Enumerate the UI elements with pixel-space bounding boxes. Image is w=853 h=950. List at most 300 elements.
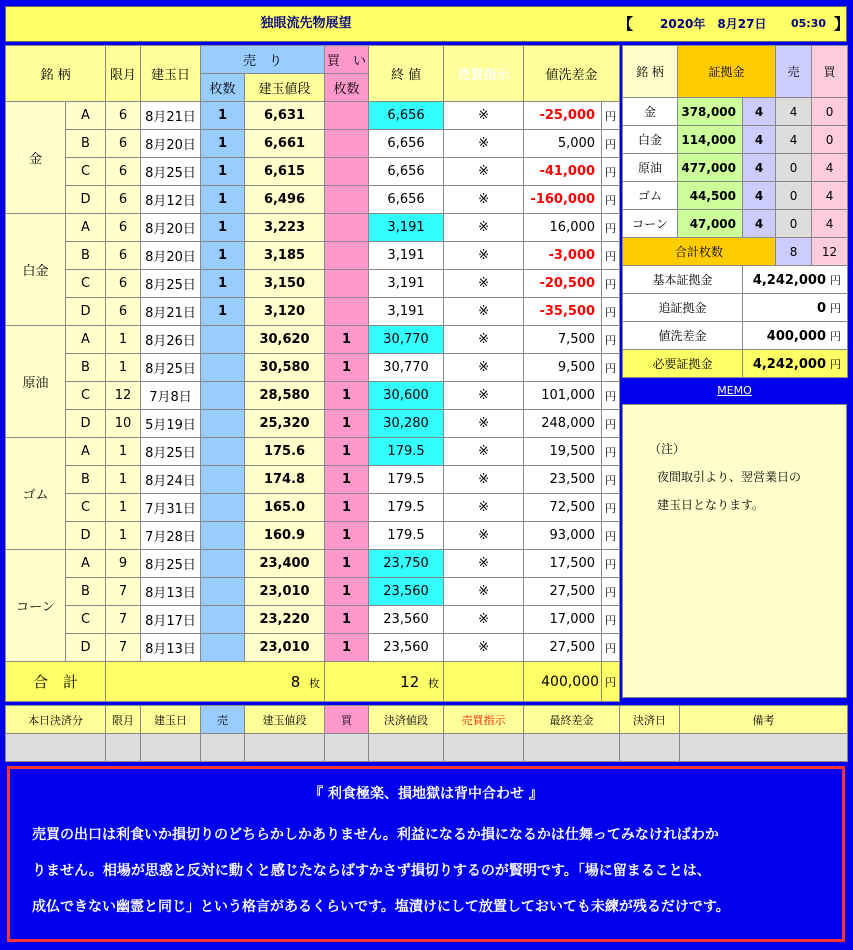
- entry-price: 28,580: [245, 382, 325, 410]
- instruction-mark: ※: [444, 298, 524, 326]
- yen-unit: 円: [602, 214, 620, 242]
- table-row: [6, 130, 620, 158]
- buy-qty: 1: [325, 438, 369, 466]
- memo-title[interactable]: MEMO: [717, 384, 752, 397]
- margin-row: [623, 98, 848, 126]
- settlement-table: [5, 705, 848, 762]
- sell-qty: [201, 578, 245, 606]
- positions-body: [6, 102, 620, 662]
- pnl-value: 23,500: [524, 466, 602, 494]
- totals-sell-unit: 枚: [309, 676, 321, 690]
- table-row: [6, 438, 620, 466]
- settlement-empty-row: [6, 734, 848, 762]
- header-entry-date: 建玉日: [141, 46, 201, 102]
- yen-unit: 円: [602, 606, 620, 634]
- entry-price: 30,580: [245, 354, 325, 382]
- contract-month: 1: [106, 438, 141, 466]
- totals-buy: [325, 662, 444, 702]
- sub-code: A: [66, 102, 106, 130]
- yen-unit: 円: [602, 354, 620, 382]
- sell-qty: [201, 550, 245, 578]
- instruction-mark: ※: [444, 522, 524, 550]
- close-price: 6,656: [369, 130, 444, 158]
- report-date: 2020年 8月27日: [660, 17, 767, 31]
- settle-header-8: 最終差金: [524, 706, 620, 734]
- brand-name: ゴム: [6, 438, 66, 550]
- entry-date: 8月17日: [141, 606, 201, 634]
- margin-header-margin: 証拠金: [678, 46, 776, 98]
- summary-value: [743, 322, 848, 350]
- buy-qty: 1: [325, 494, 369, 522]
- pnl-value: 72,500: [524, 494, 602, 522]
- pnl-value: 9,500: [524, 354, 602, 382]
- yen-unit: 円: [602, 438, 620, 466]
- settle-empty-cell[interactable]: [620, 734, 680, 762]
- buy-qty: [325, 186, 369, 214]
- sub-code: A: [66, 438, 106, 466]
- header-close: 終 値: [369, 46, 444, 102]
- instruction-mark: ※: [444, 578, 524, 606]
- table-row: [6, 634, 620, 662]
- margin-count: 4: [743, 210, 776, 238]
- yen-unit: 円: [602, 298, 620, 326]
- margin-header-row: [623, 46, 848, 98]
- instruction-mark: ※: [444, 354, 524, 382]
- positions-table: [5, 45, 620, 702]
- instruction-mark: ※: [444, 242, 524, 270]
- contract-month: 1: [106, 494, 141, 522]
- buy-qty: 1: [325, 326, 369, 354]
- summary-amount: 0: [816, 300, 827, 316]
- table-row: [6, 326, 620, 354]
- summary-label: 追証拠金: [623, 294, 743, 322]
- table-row: [6, 298, 620, 326]
- settle-empty-cell[interactable]: [325, 734, 369, 762]
- summary-label: 値洗差金: [623, 322, 743, 350]
- close-price: 23,560: [369, 578, 444, 606]
- entry-date: 7月28日: [141, 522, 201, 550]
- contract-month: 12: [106, 382, 141, 410]
- contract-month: 9: [106, 550, 141, 578]
- close-price: 23,560: [369, 606, 444, 634]
- pnl-value: -3,000: [524, 242, 602, 270]
- entry-price: 165.0: [245, 494, 325, 522]
- buy-qty: [325, 102, 369, 130]
- instruction-mark: ※: [444, 130, 524, 158]
- sub-code: B: [66, 578, 106, 606]
- instruction-mark: ※: [444, 410, 524, 438]
- report-time: 05:30: [791, 17, 827, 30]
- pnl-value: 17,500: [524, 550, 602, 578]
- entry-price: 23,400: [245, 550, 325, 578]
- entry-price: 160.9: [245, 522, 325, 550]
- totals-buy-count: 12: [400, 672, 420, 691]
- summary-yen: 円: [830, 329, 842, 343]
- close-price: 6,656: [369, 158, 444, 186]
- entry-price: 174.8: [245, 466, 325, 494]
- entry-date: 8月13日: [141, 634, 201, 662]
- header-sell: 売 り: [201, 46, 325, 74]
- buy-qty: [325, 130, 369, 158]
- margin-header-brand: 銘 柄: [623, 46, 678, 98]
- settle-empty-cell[interactable]: [444, 734, 524, 762]
- settle-header-0: 本日決済分: [6, 706, 106, 734]
- yen-unit: 円: [602, 326, 620, 354]
- margin-buy: 4: [812, 210, 848, 238]
- margin-count: 4: [743, 182, 776, 210]
- margin-sell: 4: [776, 126, 812, 154]
- margin-brand: ゴム: [623, 182, 678, 210]
- settle-header-4: 建玉値段: [245, 706, 325, 734]
- instruction-mark: ※: [444, 158, 524, 186]
- table-row: [6, 606, 620, 634]
- entry-price: 6,631: [245, 102, 325, 130]
- entry-date: 8月21日: [141, 298, 201, 326]
- sub-code: C: [66, 606, 106, 634]
- buy-qty: 1: [325, 550, 369, 578]
- proverb-title: 『 利食極楽、損地獄は背中合わせ 』: [309, 786, 543, 802]
- yen-unit: 円: [602, 186, 620, 214]
- settle-empty-cell[interactable]: [106, 734, 141, 762]
- entry-price: 30,620: [245, 326, 325, 354]
- buy-qty: 1: [325, 410, 369, 438]
- margin-row: [623, 210, 848, 238]
- sell-qty: [201, 410, 245, 438]
- margin-buy: 0: [812, 98, 848, 126]
- close-price: 3,191: [369, 270, 444, 298]
- sell-qty: [201, 438, 245, 466]
- margin-total-buy: 12: [812, 238, 848, 266]
- instruction-mark: ※: [444, 326, 524, 354]
- yen-unit: 円: [602, 130, 620, 158]
- entry-price: 3,150: [245, 270, 325, 298]
- brand-name: 原油: [6, 326, 66, 438]
- margin-count: 4: [743, 98, 776, 126]
- entry-date: 7月8日: [141, 382, 201, 410]
- totals-yen: 円: [602, 662, 620, 702]
- margin-body: [623, 98, 848, 238]
- margin-row: [623, 154, 848, 182]
- close-price: 3,191: [369, 242, 444, 270]
- margin-total-row: [623, 238, 848, 266]
- margin-count: 4: [743, 154, 776, 182]
- header-sell-qty: 枚数: [201, 74, 245, 102]
- totals-row: [6, 662, 620, 702]
- entry-date: 7月31日: [141, 494, 201, 522]
- header-brand: 銘 柄: [6, 46, 106, 102]
- pnl-value: 101,000: [524, 382, 602, 410]
- instruction-mark: ※: [444, 634, 524, 662]
- margin-header-buy: 買: [812, 46, 848, 98]
- buy-qty: [325, 270, 369, 298]
- proverb-box: [7, 766, 845, 942]
- contract-month: 1: [106, 466, 141, 494]
- sub-code: D: [66, 186, 106, 214]
- sub-code: A: [66, 326, 106, 354]
- close-price: 179.5: [369, 522, 444, 550]
- margin-row: [623, 126, 848, 154]
- contract-month: 7: [106, 578, 141, 606]
- entry-date: 8月25日: [141, 550, 201, 578]
- settle-empty-cell[interactable]: [141, 734, 201, 762]
- yen-unit: 円: [602, 522, 620, 550]
- table-row: [6, 102, 620, 130]
- sell-qty: [201, 494, 245, 522]
- table-row: [6, 382, 620, 410]
- sub-code: C: [66, 270, 106, 298]
- margin-brand: 白金: [623, 126, 678, 154]
- settle-header-5: 買: [325, 706, 369, 734]
- buy-qty: [325, 242, 369, 270]
- contract-month: 1: [106, 326, 141, 354]
- margin-value: 47,000: [678, 210, 743, 238]
- summary-value: [743, 350, 848, 378]
- header-buy-qty: 枚数: [325, 74, 369, 102]
- contract-month: 6: [106, 102, 141, 130]
- instruction-mark: ※: [444, 186, 524, 214]
- table-row: [6, 158, 620, 186]
- sub-code: C: [66, 382, 106, 410]
- header-month: 限月: [106, 46, 141, 102]
- table-row: [6, 410, 620, 438]
- sub-code: B: [66, 354, 106, 382]
- header-buy: 買 い: [325, 46, 369, 74]
- summary-label: 必要証拠金: [623, 350, 743, 378]
- close-price: 179.5: [369, 466, 444, 494]
- settle-empty-cell[interactable]: [680, 734, 848, 762]
- totals-sell-count: 8: [290, 672, 301, 691]
- brand-name: 白金: [6, 214, 66, 326]
- sell-qty: 1: [201, 186, 245, 214]
- yen-unit: 円: [602, 634, 620, 662]
- sell-qty: [201, 354, 245, 382]
- sell-qty: [201, 382, 245, 410]
- sell-qty: [201, 606, 245, 634]
- close-price: 3,191: [369, 214, 444, 242]
- pnl-value: 93,000: [524, 522, 602, 550]
- settle-header-7: 売買指示: [444, 706, 524, 734]
- proverb-line-3: 成仏できない幽霊と同じ」という格言があるくらいです。塩漬けにして放置しておいても未練が残るだけです。: [32, 899, 730, 915]
- summary-yen: 円: [830, 273, 842, 287]
- entry-date: 8月13日: [141, 578, 201, 606]
- buy-qty: 1: [325, 634, 369, 662]
- entry-date: 8月26日: [141, 326, 201, 354]
- table-row: [6, 522, 620, 550]
- contract-month: 6: [106, 130, 141, 158]
- summary-value: [743, 266, 848, 294]
- sub-code: C: [66, 158, 106, 186]
- margin-value: 378,000: [678, 98, 743, 126]
- entry-date: 8月21日: [141, 102, 201, 130]
- margin-sell: 0: [776, 210, 812, 238]
- instruction-mark: ※: [444, 494, 524, 522]
- date-bracket-close: 】: [834, 15, 850, 33]
- table-row: [6, 354, 620, 382]
- buy-qty: 1: [325, 354, 369, 382]
- sub-code: D: [66, 298, 106, 326]
- instruction-mark: ※: [444, 438, 524, 466]
- date-bracket-open: 【: [618, 15, 634, 33]
- contract-month: 6: [106, 214, 141, 242]
- sell-qty: [201, 522, 245, 550]
- proverb-line-2: りません。相場が思惑と反対に動くと感じたならばすかさず損切りするのが賢明です。「場に留まることは、: [32, 863, 711, 879]
- settle-empty-cell[interactable]: [245, 734, 325, 762]
- entry-price: 25,320: [245, 410, 325, 438]
- sell-qty: [201, 634, 245, 662]
- yen-unit: 円: [602, 102, 620, 130]
- entry-price: 175.6: [245, 438, 325, 466]
- header-pnl: 値洗差金: [524, 46, 620, 102]
- header-instruction: 売買指示: [444, 46, 524, 102]
- title-bar: [5, 6, 850, 42]
- instruction-mark: ※: [444, 550, 524, 578]
- brand-name: コーン: [6, 550, 66, 662]
- memo-line-3: 建玉日となります。: [657, 498, 765, 512]
- pnl-value: 19,500: [524, 438, 602, 466]
- summary-row: [623, 322, 848, 350]
- settle-empty-cell[interactable]: [6, 734, 106, 762]
- memo-panel: [622, 404, 847, 698]
- yen-unit: 円: [602, 382, 620, 410]
- sell-qty: 1: [201, 158, 245, 186]
- entry-date: 8月25日: [141, 158, 201, 186]
- buy-qty: 1: [325, 522, 369, 550]
- pnl-value: 5,000: [524, 130, 602, 158]
- margin-brand: 金: [623, 98, 678, 126]
- summary-amount: 400,000: [766, 328, 827, 344]
- pnl-value: -25,000: [524, 102, 602, 130]
- summary-amount: 4,242,000: [752, 356, 827, 372]
- margin-buy: 0: [812, 126, 848, 154]
- entry-price: 6,615: [245, 158, 325, 186]
- margin-value: 114,000: [678, 126, 743, 154]
- table-row: [6, 214, 620, 242]
- settle-empty-cell[interactable]: [201, 734, 245, 762]
- entry-date: 8月12日: [141, 186, 201, 214]
- entry-price: 3,223: [245, 214, 325, 242]
- summary-label: 基本証拠金: [623, 266, 743, 294]
- instruction-mark: ※: [444, 214, 524, 242]
- totals-buy-unit: 枚: [428, 676, 440, 690]
- settle-header-6: 決済値段: [369, 706, 444, 734]
- margin-summary: [623, 266, 848, 378]
- buy-qty: 1: [325, 578, 369, 606]
- instruction-mark: ※: [444, 466, 524, 494]
- pnl-value: -160,000: [524, 186, 602, 214]
- margin-sell: 4: [776, 98, 812, 126]
- entry-date: 8月20日: [141, 242, 201, 270]
- buy-qty: [325, 214, 369, 242]
- sell-qty: 1: [201, 130, 245, 158]
- close-price: 30,770: [369, 354, 444, 382]
- sell-qty: 1: [201, 102, 245, 130]
- entry-date: 8月20日: [141, 130, 201, 158]
- sub-code: D: [66, 522, 106, 550]
- pnl-value: -35,500: [524, 298, 602, 326]
- margin-sell: 0: [776, 182, 812, 210]
- margin-buy: 4: [812, 182, 848, 210]
- positions-header-row-1: [6, 46, 620, 74]
- sell-qty: 1: [201, 298, 245, 326]
- summary-row: [623, 266, 848, 294]
- instruction-mark: ※: [444, 606, 524, 634]
- sell-qty: 1: [201, 242, 245, 270]
- pnl-value: 16,000: [524, 214, 602, 242]
- buy-qty: [325, 158, 369, 186]
- yen-unit: 円: [602, 410, 620, 438]
- margin-buy: 4: [812, 154, 848, 182]
- yen-unit: 円: [602, 466, 620, 494]
- table-row: [6, 578, 620, 606]
- margin-total-label: 合計枚数: [623, 238, 776, 266]
- contract-month: 7: [106, 634, 141, 662]
- yen-unit: 円: [602, 270, 620, 298]
- summary-yen: 円: [830, 301, 842, 315]
- summary-row: [623, 350, 848, 378]
- sub-code: B: [66, 466, 106, 494]
- sub-code: B: [66, 130, 106, 158]
- entry-price: 23,010: [245, 578, 325, 606]
- table-row: [6, 550, 620, 578]
- contract-month: 6: [106, 298, 141, 326]
- sub-code: C: [66, 494, 106, 522]
- yen-unit: 円: [602, 578, 620, 606]
- header-entry-price: 建玉値段: [245, 74, 325, 102]
- totals-label: 合 計: [6, 662, 106, 702]
- close-price: 3,191: [369, 298, 444, 326]
- summary-row: [623, 294, 848, 322]
- entry-date: 5月19日: [141, 410, 201, 438]
- entry-date: 8月25日: [141, 438, 201, 466]
- totals-pnl: 400,000: [524, 662, 602, 702]
- entry-date: 8月25日: [141, 270, 201, 298]
- yen-unit: 円: [602, 494, 620, 522]
- entry-price: 23,220: [245, 606, 325, 634]
- settle-empty-cell[interactable]: [369, 734, 444, 762]
- table-row: [6, 242, 620, 270]
- contract-month: 10: [106, 410, 141, 438]
- close-price: 23,560: [369, 634, 444, 662]
- pnl-value: 27,500: [524, 578, 602, 606]
- sell-qty: 1: [201, 270, 245, 298]
- contract-month: 6: [106, 270, 141, 298]
- margin-header-sell: 売: [776, 46, 812, 98]
- pnl-value: 17,000: [524, 606, 602, 634]
- yen-unit: 円: [602, 550, 620, 578]
- proverb-line-1: 売買の出口は利食いか損切りのどちらかしかありません。利益になるか損になるかは仕舞ってみなければわか: [32, 827, 719, 843]
- settle-empty-cell[interactable]: [524, 734, 620, 762]
- buy-qty: 1: [325, 466, 369, 494]
- contract-month: 1: [106, 354, 141, 382]
- page-title: 独眼流先物展望: [260, 16, 352, 31]
- sub-code: A: [66, 550, 106, 578]
- instruction-mark: ※: [444, 382, 524, 410]
- entry-price: 23,010: [245, 634, 325, 662]
- buy-qty: 1: [325, 382, 369, 410]
- close-price: 179.5: [369, 438, 444, 466]
- margin-sell: 0: [776, 154, 812, 182]
- pnl-value: 248,000: [524, 410, 602, 438]
- sell-qty: [201, 326, 245, 354]
- margin-row: [623, 182, 848, 210]
- entry-price: 3,120: [245, 298, 325, 326]
- margin-count: 4: [743, 126, 776, 154]
- contract-month: 7: [106, 606, 141, 634]
- entry-price: 3,185: [245, 242, 325, 270]
- instruction-mark: ※: [444, 102, 524, 130]
- settle-header-2: 建玉日: [141, 706, 201, 734]
- buy-qty: [325, 298, 369, 326]
